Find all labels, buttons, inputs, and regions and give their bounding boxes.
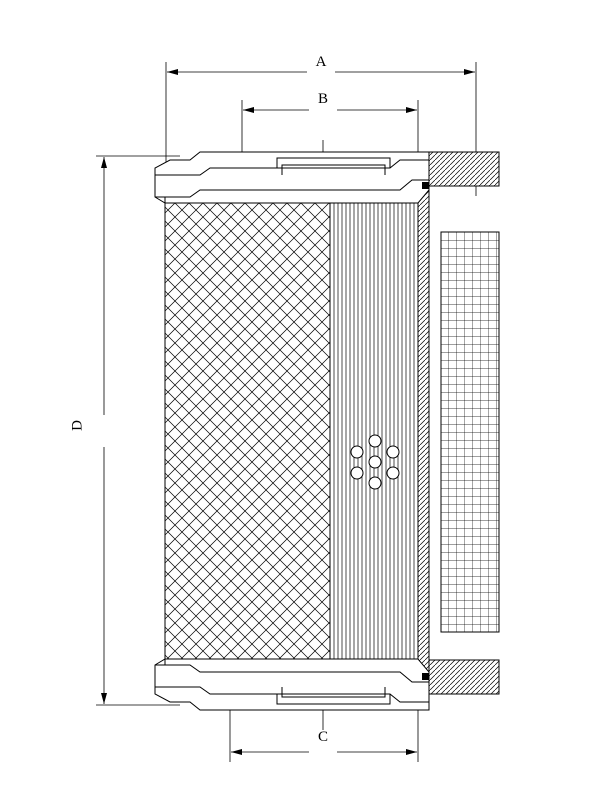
end-cap-top	[155, 152, 429, 203]
dimension-label-D: D	[69, 420, 86, 431]
dimension-label-B: B	[317, 91, 328, 107]
dimension-label-C: C	[317, 729, 328, 745]
seal-band	[418, 190, 429, 672]
pleated-media-hatch	[165, 203, 330, 659]
dimension-label-A: A	[315, 54, 327, 70]
end-cap-bottom	[155, 659, 429, 710]
fine-pleat-column	[330, 203, 418, 659]
support-tube-mesh	[441, 232, 499, 632]
